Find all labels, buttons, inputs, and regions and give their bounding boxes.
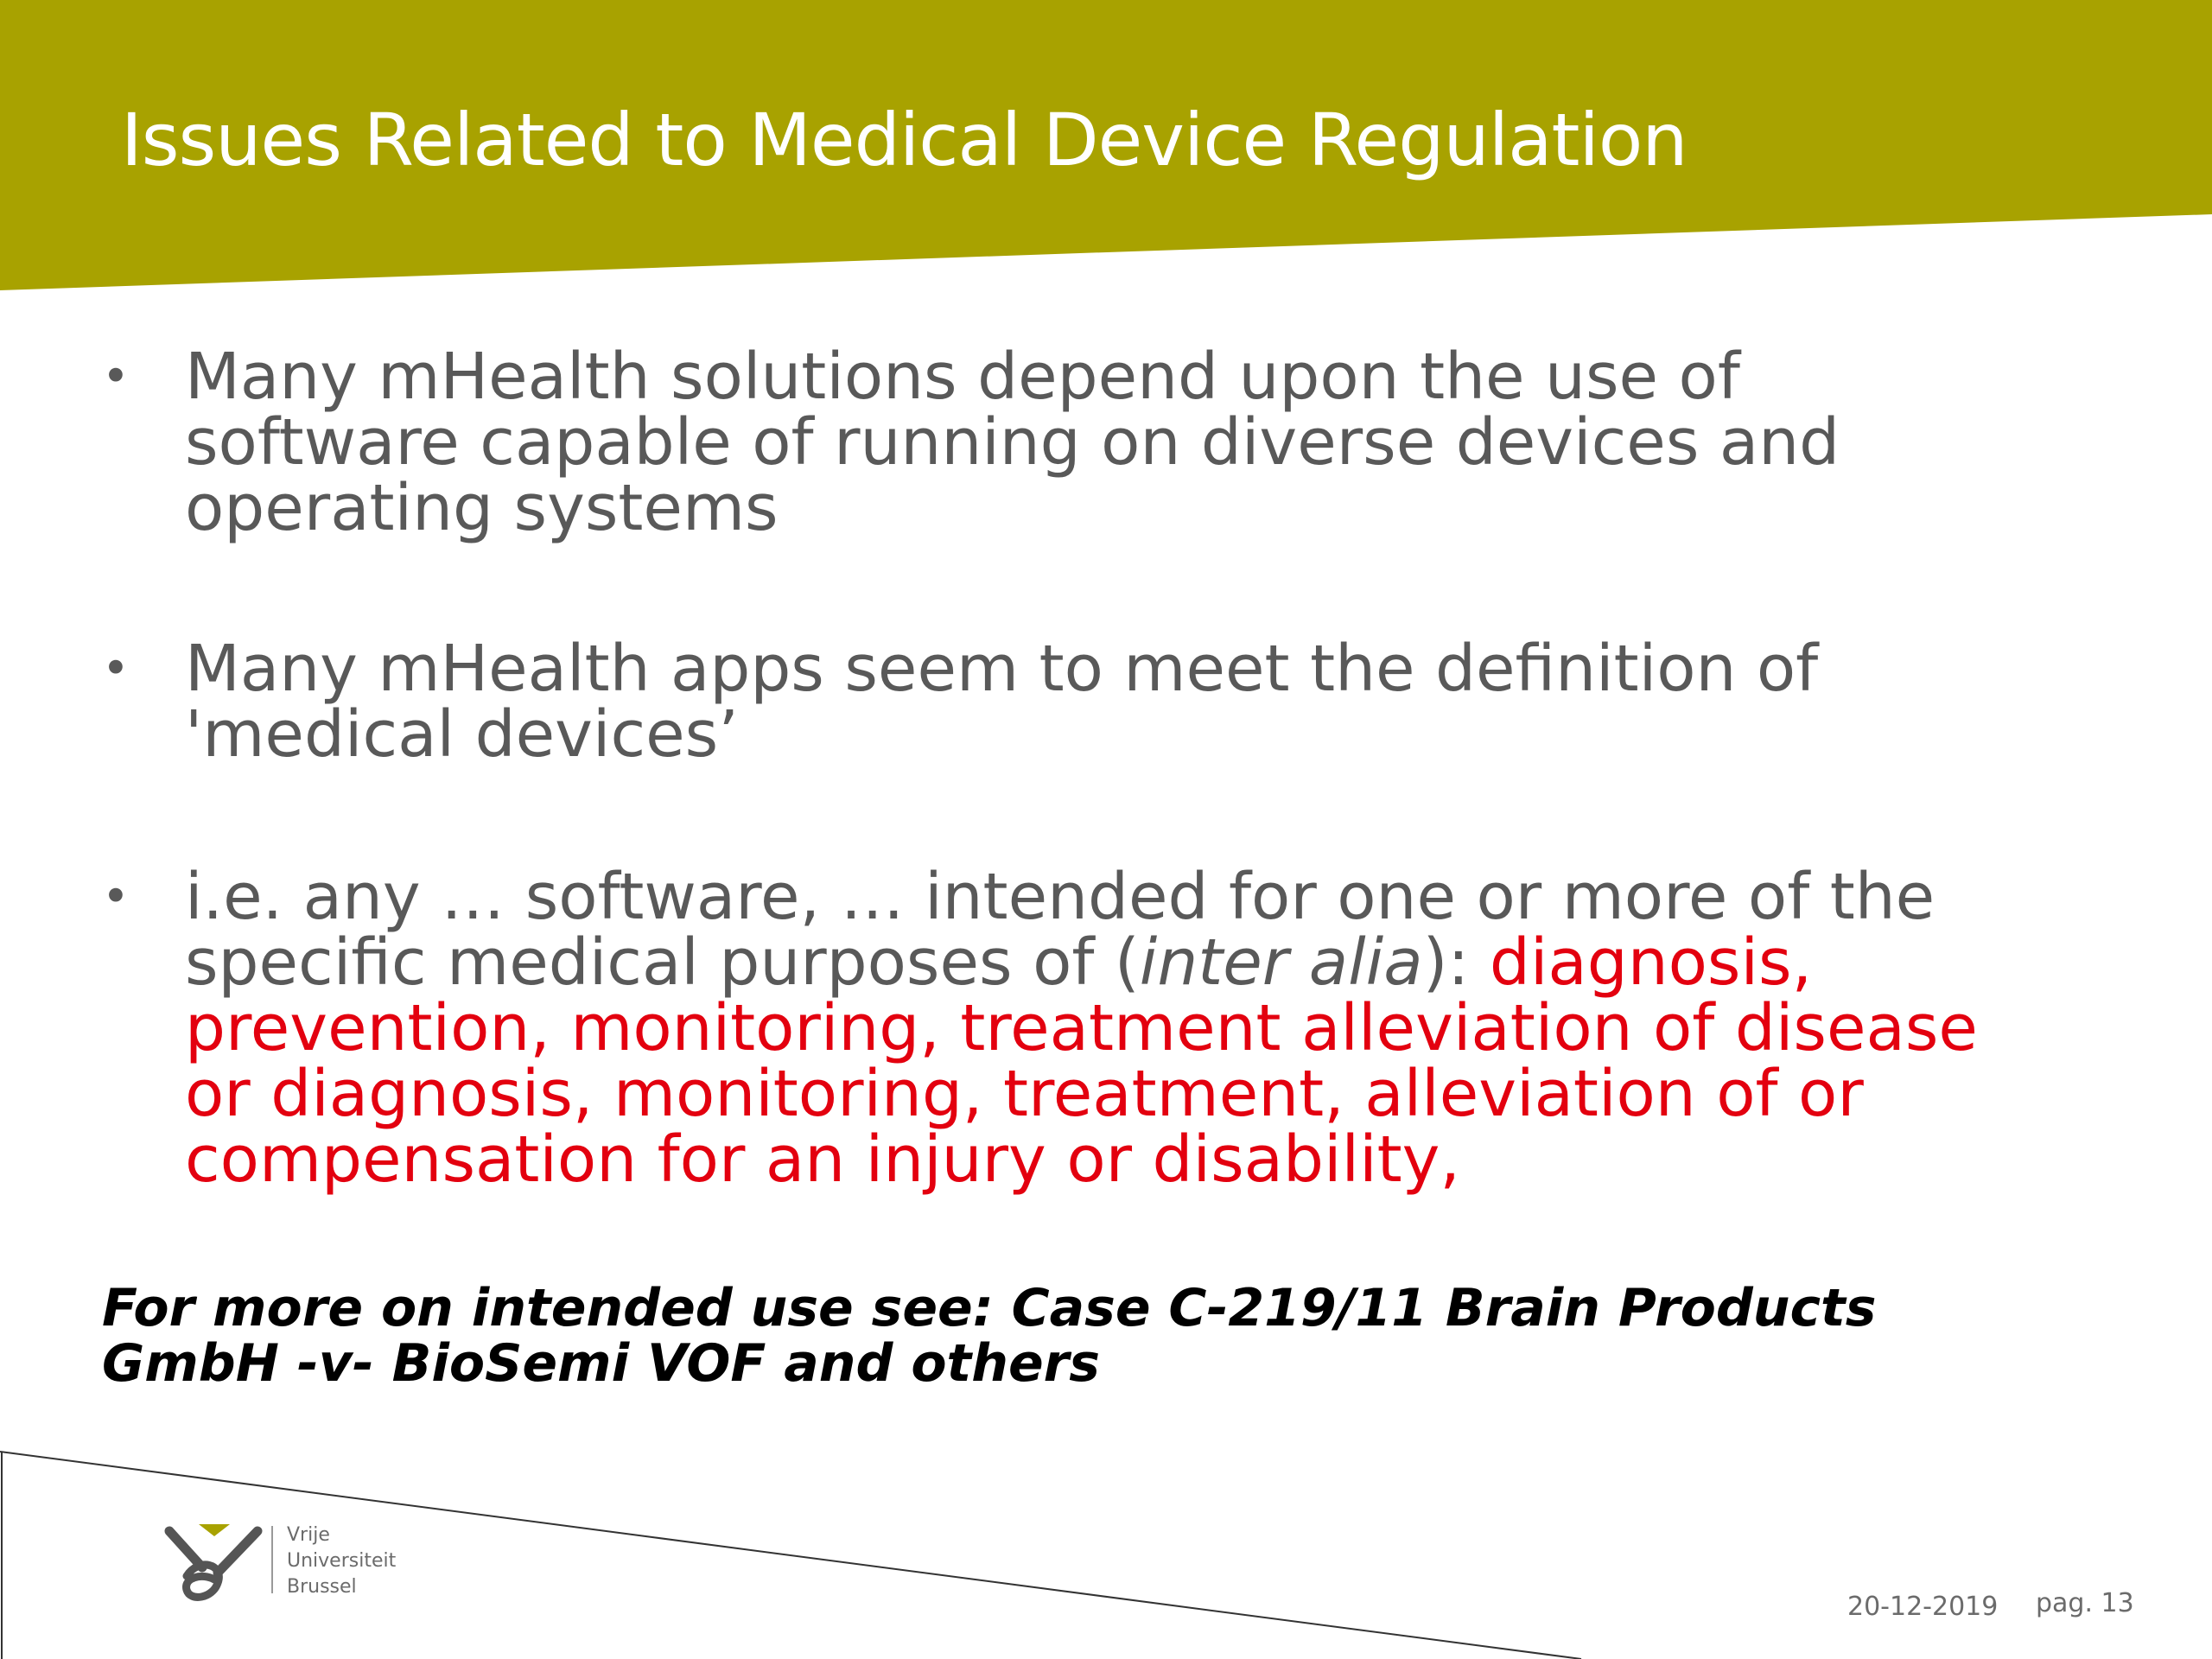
reference-line: For more on intended use see: Case C-219/11 Brain Products	[102, 1278, 1877, 1338]
bullet-line: operating systems	[185, 471, 779, 545]
university-name-line: Brussel	[287, 1576, 357, 1598]
highlight-line: or diagnosis, monitoring, treatment, alleviation of or	[185, 1057, 1864, 1131]
italic-term: inter alia	[1139, 925, 1423, 1000]
reference-note	[102, 1278, 2089, 1394]
university-name-line: Universiteit	[287, 1550, 397, 1572]
bullet-line: software capable of running on diverse devices and	[185, 405, 1840, 480]
bullet-line: • i.e. any … software, … intended for one or more of the	[185, 860, 1936, 934]
vub-logo-icon	[164, 1522, 268, 1609]
highlight-line: prevention, monitoring, treatment alleviation of disease	[185, 991, 1978, 1065]
bullet-line: • Many mHealth apps seem to meet the definition of	[185, 632, 1819, 706]
reference-line: GmbH -v- BioSemi VOF and others	[102, 1333, 1100, 1394]
bullet-text: specific medical purposes of (	[185, 925, 1140, 1000]
page-number: pag. 13	[2036, 1588, 2134, 1618]
bullet-line: • Many mHealth solutions depend upon the use of	[185, 340, 1740, 414]
highlight-line: compensation for an injury or disability,	[185, 1122, 1460, 1197]
bullet-line: 'medical devices’	[185, 697, 739, 772]
bullet-item	[185, 340, 2138, 545]
logo-divider	[271, 1526, 273, 1593]
bullet-item	[185, 632, 2138, 772]
university-name-line: Vrije	[287, 1524, 330, 1546]
highlight-text: diagnosis,	[1489, 925, 1813, 1000]
slide-date: 20-12-2019	[1847, 1592, 1999, 1622]
bullet-item	[185, 860, 2138, 1197]
bullet-text: ):	[1422, 925, 1490, 1000]
slide-title: Issues Related to Medical Device Regulation	[121, 98, 1688, 182]
bullet-line-mixed	[185, 925, 2138, 1000]
university-name	[287, 1522, 396, 1600]
